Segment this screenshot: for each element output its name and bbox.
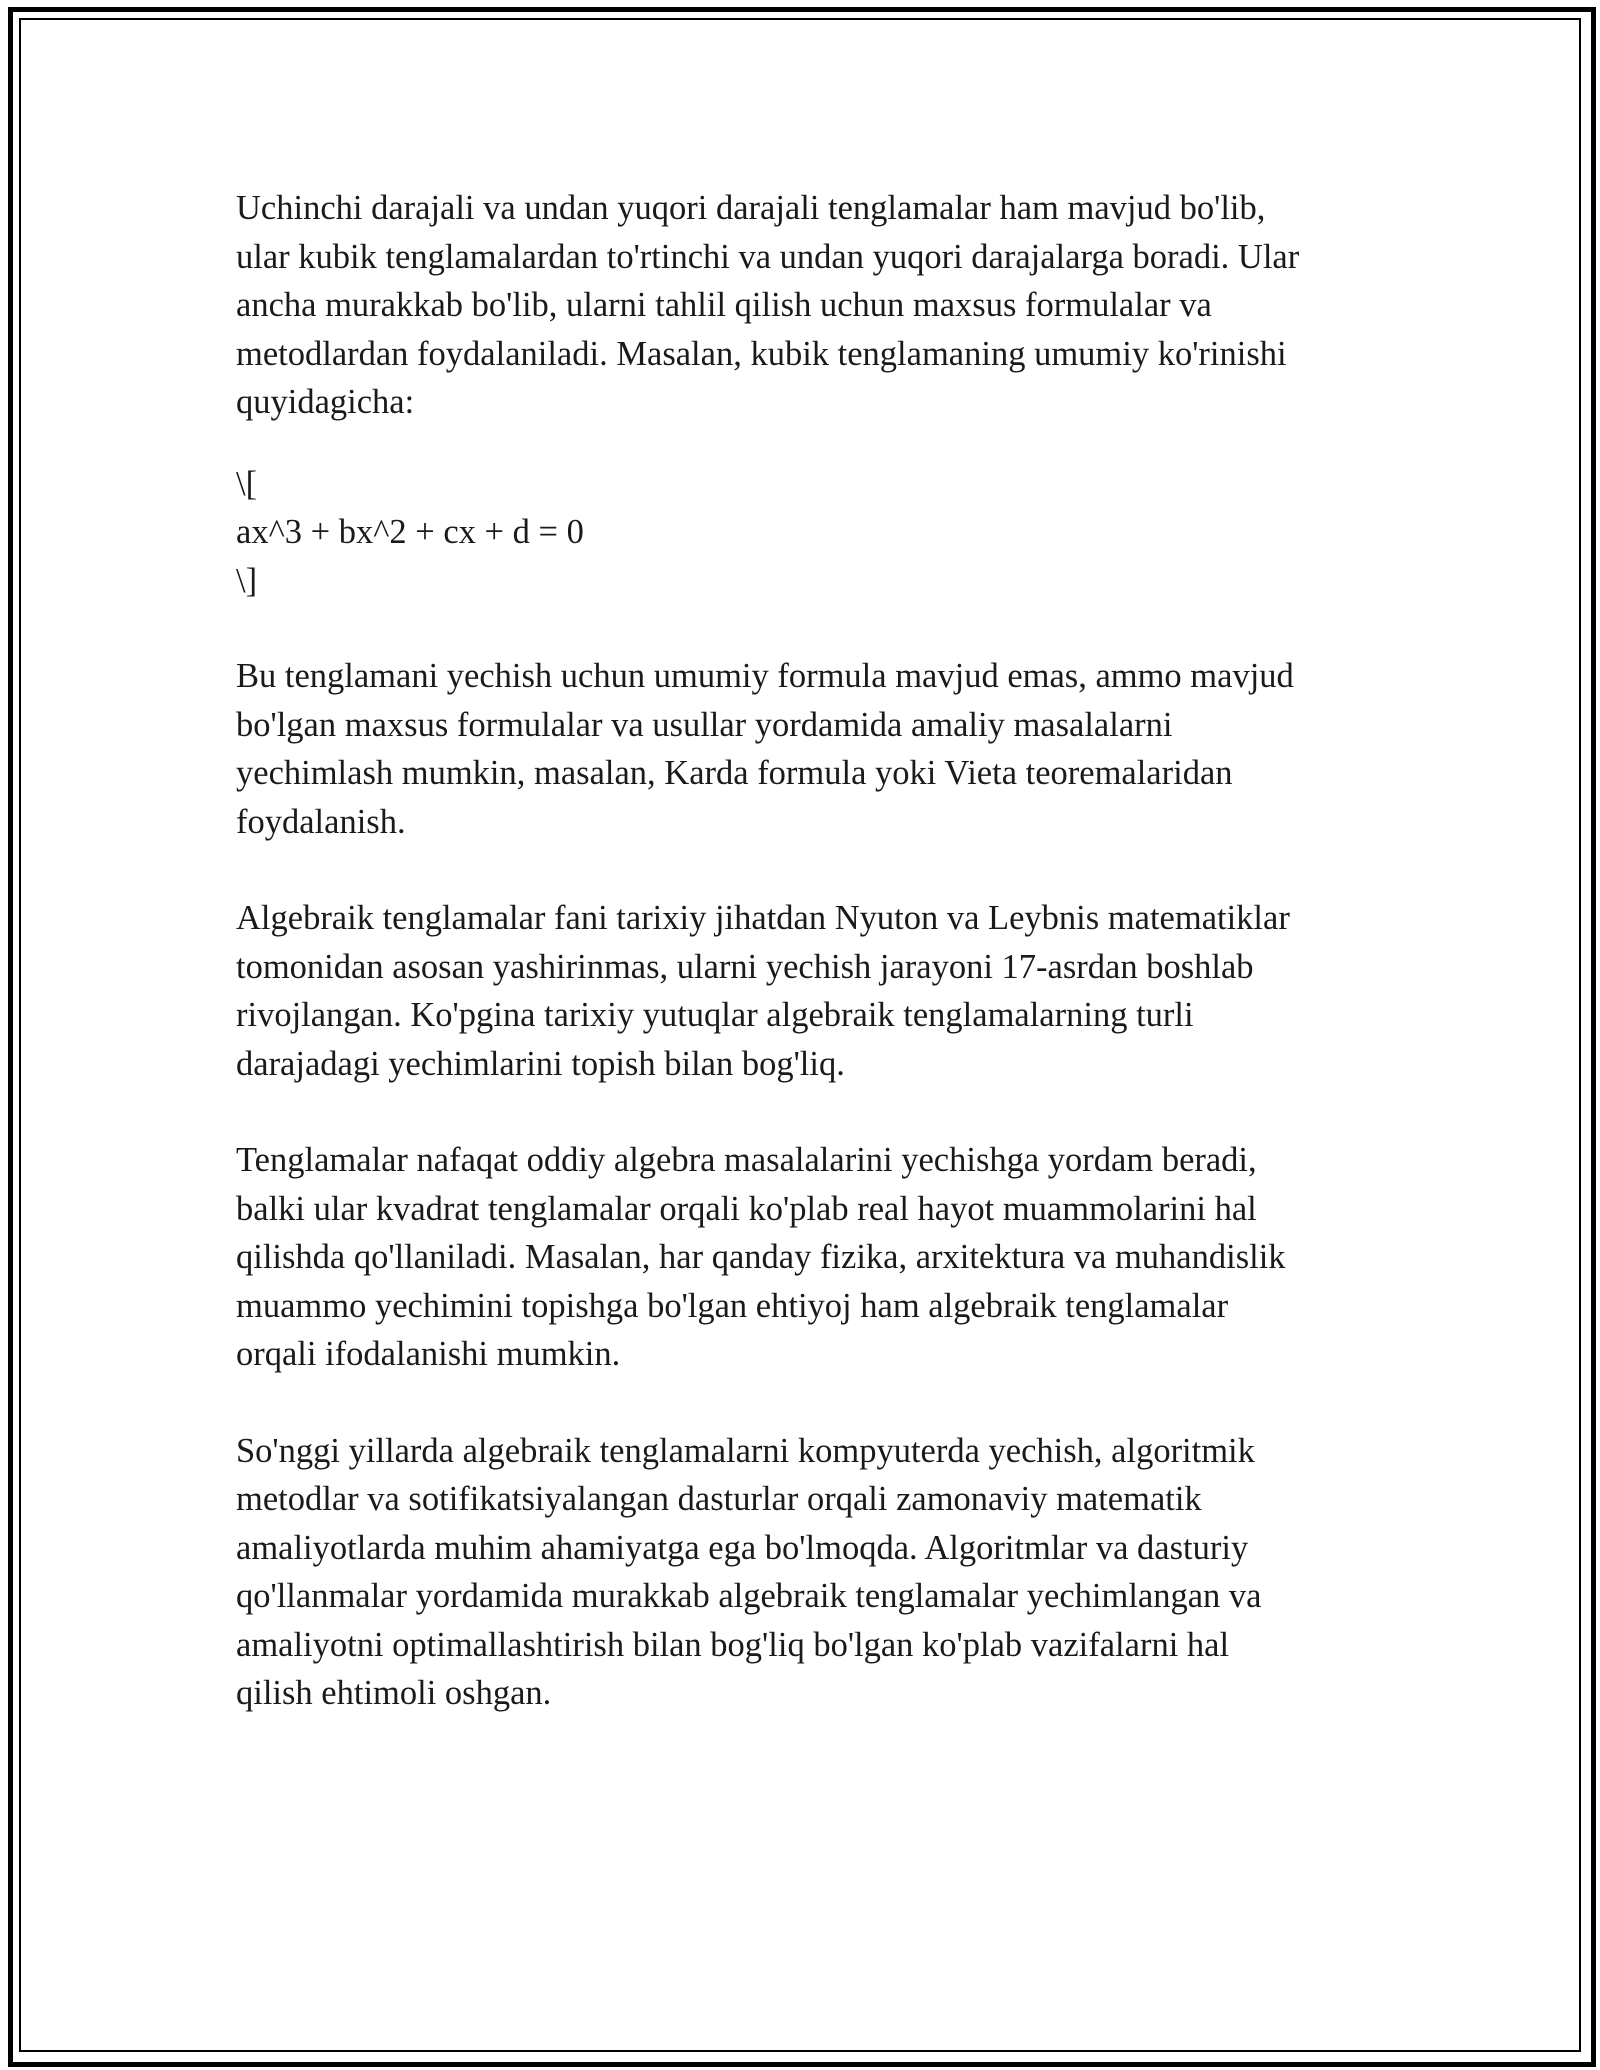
paragraph-computing: So'nggi yillarda algebraik tenglamalarni kompyuterda yechish, algoritmik metodlar va sotifikatsiyalangan dasturlar orqali zamonaviy matematik amaliyotlarda muhim ahamiyatga ega bo'lmoqda. Algoritmlar va dasturiy qo'llanmalar yordamida murakkab algebraik tenglamalar yechimlangan va amaliyotni optimallashtirish bilan bog'liq bo'lgan ko'plab vazifalarni hal qilish ehtimoli oshgan. — [236, 1431, 1262, 1712]
document-body — [236, 184, 1396, 1718]
paragraph-spacer — [236, 427, 1396, 460]
formula-cubic-equation: \[ ax^3 + bx^2 + cx + d = 0 \] — [236, 464, 584, 600]
paragraph-applications: Tenglamalar nafaqat oddiy algebra masalalarini yechishga yordam beradi, balki ular kvadrat tenglamalar orqali ko'plab real hayot muammolarini hal qilishda qo'llaniladi. Masalan, har qanday fizika, arxitektura va muhandislik muammo yechimini topishga bo'lgan ehtiyoj ham algebraik tenglamalar orqali ifodalanishi mumkin. — [236, 1141, 1286, 1373]
paragraph-spacer — [236, 846, 1396, 894]
paragraph-spacer — [236, 1379, 1396, 1427]
paragraph-spacer — [236, 1088, 1396, 1136]
paragraph-history: Algebraik tenglamalar fani tarixiy jihatdan Nyuton va Leybnis matematiklar tomonidan asosan yashirinmas, ularni yechish jarayoni 17-asrdan boshlab rivojlangan. Ko'pgina tarixiy yutuqlar algebraik tenglamalarning turli darajadagi yechimlarini topish bilan bog'liq. — [236, 899, 1290, 1083]
paragraph-solution-methods: Bu tenglamani yechish uchun umumiy formula mavjud emas, ammo mavjud bo'lgan maxsus formulalar va usullar yordamida amaliy masalalarni yechimlash mumkin, masalan, Karda formula yoki Vieta teoremalaridan foydalanish. — [236, 657, 1294, 841]
paragraph-spacer — [236, 605, 1396, 652]
paragraph-cubic-intro: Uchinchi darajali va undan yuqori darajali tenglamalar ham mavjud bo'lib, ular kubik tenglamalardan to'rtinchi va undan yuqori darajalarga boradi. Ular ancha murakkab bo'lib, ularni tahlil qilish uchun maxsus formulalar va metodlardan foydalaniladi. Masalan, kubik tenglamaning umumiy ko'rinishi quyidagicha: — [236, 189, 1300, 421]
